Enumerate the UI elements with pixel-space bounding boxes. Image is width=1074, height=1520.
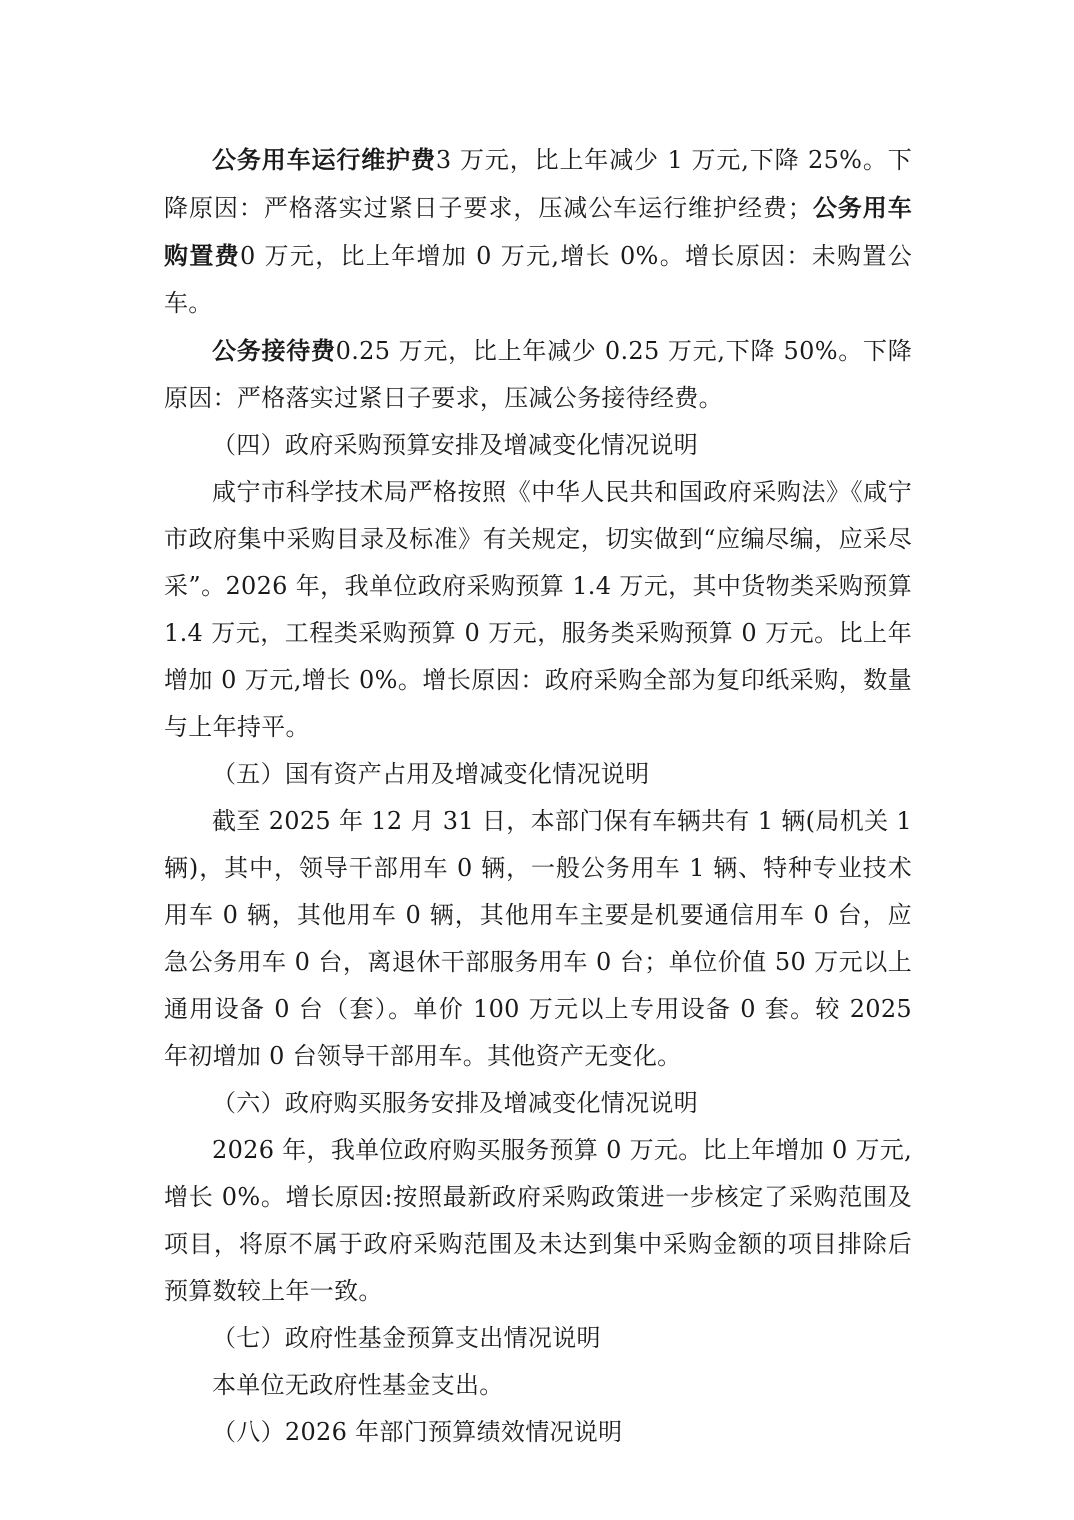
- text-reception: 0.25 万元，比上年减少 0.25 万元,下降 50%。下降原因：严格落实过紧日子要求，压减公务接待经费。: [164, 337, 912, 412]
- text-vehicle-maintenance: 3 万元，比上年减少 1 万元,下降 25%。下降原因：严格落实过紧日子要求，压减公车运行维护经费；: [164, 146, 913, 222]
- term-reception: 公务接待费: [212, 336, 336, 365]
- paragraph-vehicle-maintenance: [164, 136, 912, 327]
- term-vehicle-maintenance: 公务用车运行维护费: [212, 145, 436, 174]
- term-vehicle-purchase: 公务用车购置费: [164, 193, 912, 270]
- section-heading-5: （五）国有资产占用及增减变化情况说明: [212, 760, 650, 788]
- section-heading-6: （六）政府购买服务安排及增减变化情况说明: [212, 1089, 698, 1117]
- paragraph-assets: 截至 2025 年 12 月 31 日，本部门保有车辆共有 1 辆(局机关 1 辆)，其中，领导干部用车 0 辆，一般公务用车 1 辆、特种专业技术用车 0 辆，其他用车 0 辆，其他用车主要是机要通信用车 0 台，应急公务用车 0 台，离退休干部服务用车 0 台；单位价值 50 万元以上通用设备 0 台（套）。单价 100 万元以上专用设备 0 套。较 2025 年初增加 0 台领导干部用车。其他资产无变化。: [164, 807, 912, 1070]
- text-vehicle-purchase: 0 万元，比上年增加 0 万元,增长 0%。增长原因：未购置公车。: [164, 242, 912, 317]
- paragraph-reception: [164, 327, 912, 422]
- section-heading-8: （八）2026 年部门预算绩效情况说明: [212, 1418, 623, 1446]
- paragraph-services: 2026 年，我单位政府购买服务预算 0 万元。比上年增加 0 万元,增长 0%。增长原因:按照最新政府采购政策进一步核定了采购范围及项目，将原不属于政府采购范围及未达到集中采购金额的项目排除后预算数较上年一致。: [164, 1136, 912, 1305]
- paragraph-procurement: 咸宁市科学技术局严格按照《中华人民共和国政府采购法》《咸宁市政府集中采购目录及标准》有关规定，切实做到“应编尽编，应采尽采”。2026 年，我单位政府采购预算 1.4 万元，其中货物类采购预算 1.4 万元，工程类采购预算 0 万元，服务类采购预算 0 万元。比上年增加 0 万元,增长 0%。增长原因：政府采购全部为复印纸采购，数量与上年持平。: [164, 478, 912, 741]
- document-page: [164, 136, 912, 1456]
- section-heading-4: （四）政府采购预算安排及增减变化情况说明: [212, 431, 698, 459]
- paragraph-fund: 本单位无政府性基金支出。: [212, 1371, 504, 1399]
- section-heading-7: （七）政府性基金预算支出情况说明: [212, 1324, 601, 1352]
